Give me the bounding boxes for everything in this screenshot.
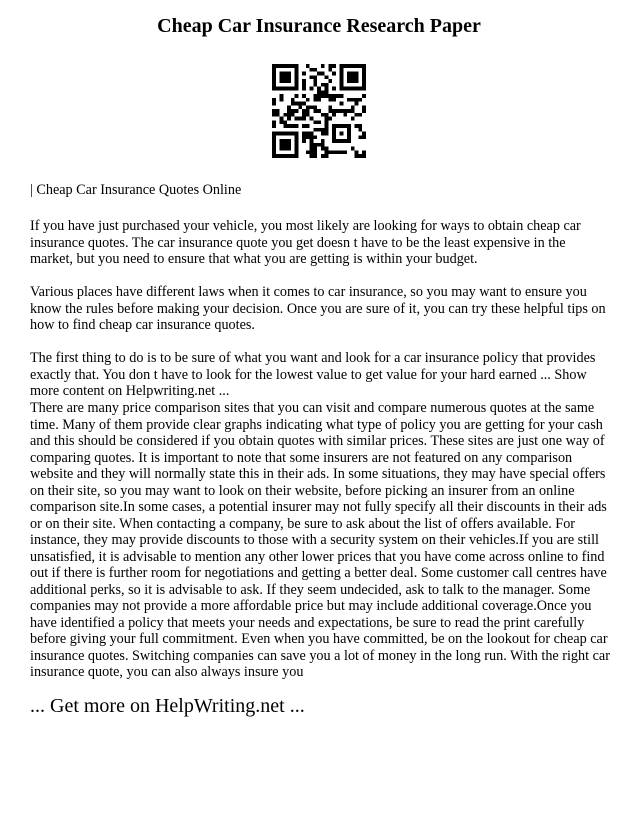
paragraph-1: If you have just purchased your vehicle, you most likely are looking for ways to obtain cheap car insurance quotes. The car insurance quote you get doesn t have to be the least expensive in the market, but you need to ensure that what you are getting is within your budget. bbox=[30, 218, 581, 267]
paragraph-3: The first thing to do is to be sure of what you want and look for a car insurance policy that provides exactly that. You don t have to look for the lowest value to get value for your hard earned ... Show more content on Helpwriting.net ... bbox=[30, 350, 596, 399]
document-subtitle: | Cheap Car Insurance Quotes Online bbox=[30, 182, 242, 198]
page-title: Cheap Car Insurance Research Paper bbox=[157, 15, 481, 37]
paragraph-4: There are many price comparison sites that you can visit and compare numerous quotes at the same time. Many of them provide clear graphs indicating what type of policy you are getting for your cash and this should be considered if you obtain quotes with similar prices. These sites are just one way of comparing quotes. It is important to note that some insurers are not featured on any comparison website and they will normally state this in their ads. In some situations, they may have special offers on their site, so you may want to look on their website, before picking an insurer from an online comparison site.In some cases, a potential insurer may not fully specify all their discounts in their ads or on their site. When contacting a company, be sure to ask about the list of offers available. For instance, they may provide discounts to those with a security system on their vehicles.If you are still unsatisfied, it is advisable to mention any other lower prices that you have come across online to find out if there is further room for negotiations and getting a better deal. Some customer call centres have additional perks, so it is advisable to ask. If they seem undecided, ask to talk to the manager. Some companies may not provide a more affordable price but may include additional coverage.Once you have identified a policy that meets your needs and expectations, be sure to read the print carefully before giving your full commitment. Even when you have committed, be on the lookout for cheap car insurance quotes. Switching companies can save you a lot of money in the long run. With the right car insurance quote, you can also always insure you bbox=[30, 400, 610, 680]
qr-code-graphic bbox=[272, 64, 366, 158]
qr-code-icon bbox=[272, 64, 366, 158]
paragraph-2: Various places have different laws when it comes to car insurance, so you may want to ensure you know the rules before making your decision. Once you are sure of it, you can try these helpful tips on how to find cheap car insurance quotes. bbox=[30, 284, 606, 333]
get-more-link[interactable]: ... Get more on HelpWriting.net ... bbox=[30, 695, 305, 717]
